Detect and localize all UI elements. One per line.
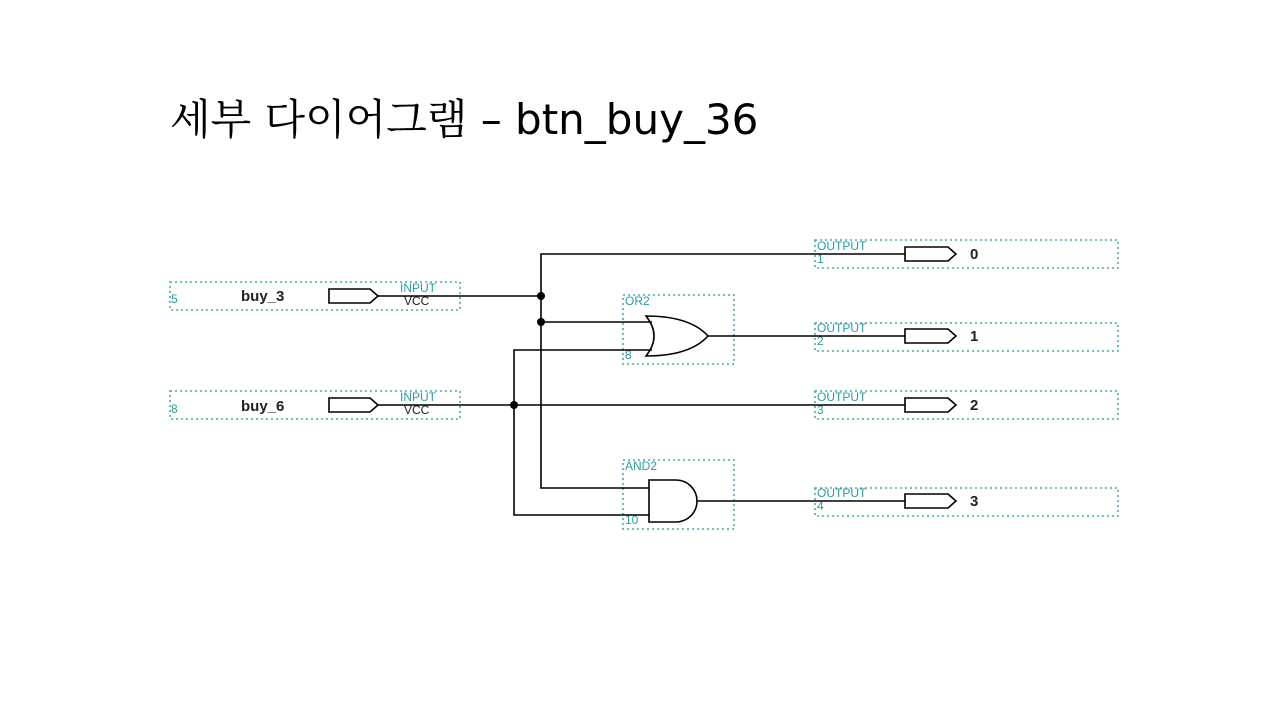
junction-dot — [537, 318, 545, 326]
input-pin-name: buy_3 — [241, 288, 285, 305]
input-pin-name: buy_6 — [241, 398, 285, 415]
and-gate-symbol — [649, 480, 697, 522]
input-pin-symbol — [329, 398, 378, 412]
output-pin-symbol — [905, 494, 956, 508]
output-pin-name: 1 — [970, 328, 979, 345]
output-pin-type: OUTPUT — [817, 321, 867, 335]
gate-type: AND2 — [625, 459, 658, 473]
input-pin-symbol — [329, 289, 378, 303]
input-pin-index: 8 — [171, 402, 178, 416]
junction-dot — [510, 401, 518, 409]
input-pin-type: INPUT — [400, 390, 436, 404]
or-gate-symbol — [646, 316, 708, 356]
wire-buy3-to-out0 — [541, 254, 905, 296]
output-pin-index: 2 — [817, 334, 824, 348]
output-pin-name: 2 — [970, 397, 979, 414]
input-pin-type: INPUT — [400, 281, 436, 295]
output-pin-type: OUTPUT — [817, 239, 867, 253]
output-pin-name: 0 — [970, 246, 979, 263]
output-pin-symbol — [905, 398, 956, 412]
output-pin-type: OUTPUT — [817, 486, 867, 500]
and2-gate[interactable] — [623, 459, 734, 529]
junction-dot — [537, 292, 545, 300]
output-pin-index: 3 — [817, 403, 824, 417]
input-pin-supply: VCC — [404, 294, 430, 308]
gate-index: 8 — [625, 348, 632, 362]
gate-index: 10 — [625, 513, 639, 527]
output-pin-name: 3 — [970, 493, 979, 510]
input-pin-index: 5 — [171, 292, 178, 306]
or2-gate[interactable] — [623, 294, 734, 364]
input-pin-supply: VCC — [404, 403, 430, 417]
gate-type: OR2 — [625, 294, 650, 308]
slide-title: 세부 다이어그램 – btn_buy_36 — [170, 95, 759, 144]
output-pin-type: OUTPUT — [817, 390, 867, 404]
output-pin-index: 4 — [817, 499, 824, 513]
output-pin-index: 1 — [817, 252, 824, 266]
output-pin-symbol — [905, 329, 956, 343]
output-pin-symbol — [905, 247, 956, 261]
